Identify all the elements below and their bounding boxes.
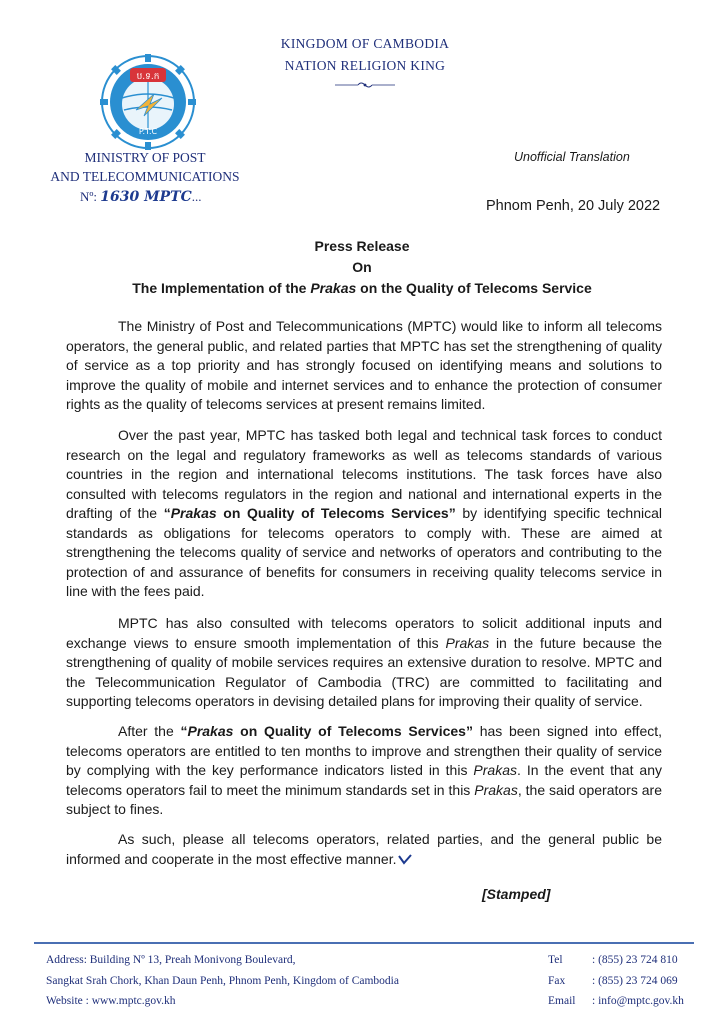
footer-fax-label: Fax bbox=[548, 975, 566, 987]
footer-divider bbox=[34, 942, 694, 944]
reference-number: Nº: 1630 MPTC... bbox=[80, 189, 202, 205]
reference-handwritten: 1630 MPTC bbox=[100, 189, 192, 205]
title-press-release: Press Release bbox=[314, 238, 410, 254]
footer-website[interactable]: Website : www.mptc.gov.kh bbox=[46, 995, 176, 1007]
svg-text:ប.ទ.ក: ប.ទ.ក bbox=[136, 72, 160, 82]
footer-fax-value: : (855) 23 724 069 bbox=[592, 975, 678, 987]
handwritten-tick-icon bbox=[397, 853, 413, 865]
unofficial-translation-note: Unofficial Translation bbox=[514, 150, 630, 164]
stamped-note: [Stamped] bbox=[482, 886, 551, 902]
reference-prefix: Nº: bbox=[80, 189, 98, 204]
logo-letters: P.T.C bbox=[138, 127, 158, 136]
footer-address-line1: Address: Building Nº 13, Preah Monivong Boulevard, bbox=[46, 954, 296, 966]
ornament-divider bbox=[330, 80, 400, 90]
document-date: Phnom Penh, 20 July 2022 bbox=[486, 198, 661, 214]
kingdom-heading: KINGDOM OF CAMBODIA bbox=[280, 36, 450, 51]
footer-address-line2: Sangkat Srah Chork, Khan Daun Penh, Phnom Penh, Kingdom of Cambodia bbox=[46, 975, 399, 987]
paragraph-1: The Ministry of Post and Telecommunications (MPTC) would like to inform all telecoms operators, the general public, and related parties that MPTC has set the strengthening of quality of service as a top priority and has strongly focused on identifying means and solutions to improve the quality of mobile and internet services and to enhance the protection of consumer rights as the quality of telecoms services at present remains limited. bbox=[66, 318, 662, 412]
footer-tel-value: : (855) 23 724 810 bbox=[592, 954, 678, 966]
ministry-name-line2: AND TELECOMMUNICATIONS bbox=[50, 169, 240, 184]
paragraph-4: After the “Prakas on Quality of Telecoms Services” has been signed into effect, telecoms operators are entitled to ten months to improve and strengthen their quality of service by complying with the key performance indicators listed in this Prakas. In the event that any telecoms operators fail to meet the minimum standards set in this Prakas, the said operators are subject to fines. bbox=[66, 723, 663, 817]
paragraph-2: Over the past year, MPTC has tasked both legal and technical task forces to conduct research on the legal and regulatory frameworks as well as telecoms standards of various countries in the region and international telecoms institutions. The task forces have also consulted with telecoms regulators in the region and national and international experts in the drafting of the “Prakas on Quality of Telecoms Services” by identifying specific technical standards as obligations for telecoms operators to comply with. These are aimed at strengthening the telecoms quality of service and networks of operators and contributing to the protection of and assurance of benefits for consumers in receiving quality telecoms service in line with the fees paid. bbox=[66, 427, 662, 599]
title-subject: The Implementation of the Prakas on the Quality of Telecoms Service bbox=[132, 280, 592, 296]
footer-tel-label: Tel bbox=[548, 954, 563, 966]
ministry-name-line1: MINISTRY OF POST bbox=[84, 150, 206, 165]
paragraph-3: MPTC has also consulted with telecoms operators to solicit additional inputs and exchange views to ensure smooth implementation of this Prakas in the future because the strengthening of quality of mobile services requires an extensive duration to resolve. MPTC and the Telecommunication Regulator of Cambodia (TRC) are committed to facilitating and supporting telecoms operators in devising detailed plans for improving their quality of service. bbox=[66, 615, 662, 709]
paragraph-5: As such, please all telecoms operators, related parties, and the general public be informed and cooperate in the most effective manner. bbox=[66, 831, 662, 867]
motto-heading: NATION RELIGION KING bbox=[284, 58, 446, 73]
footer-email-value[interactable]: : info@mptc.gov.kh bbox=[592, 995, 684, 1007]
title-on: On bbox=[352, 259, 372, 275]
footer-email-label: Email bbox=[548, 995, 576, 1007]
